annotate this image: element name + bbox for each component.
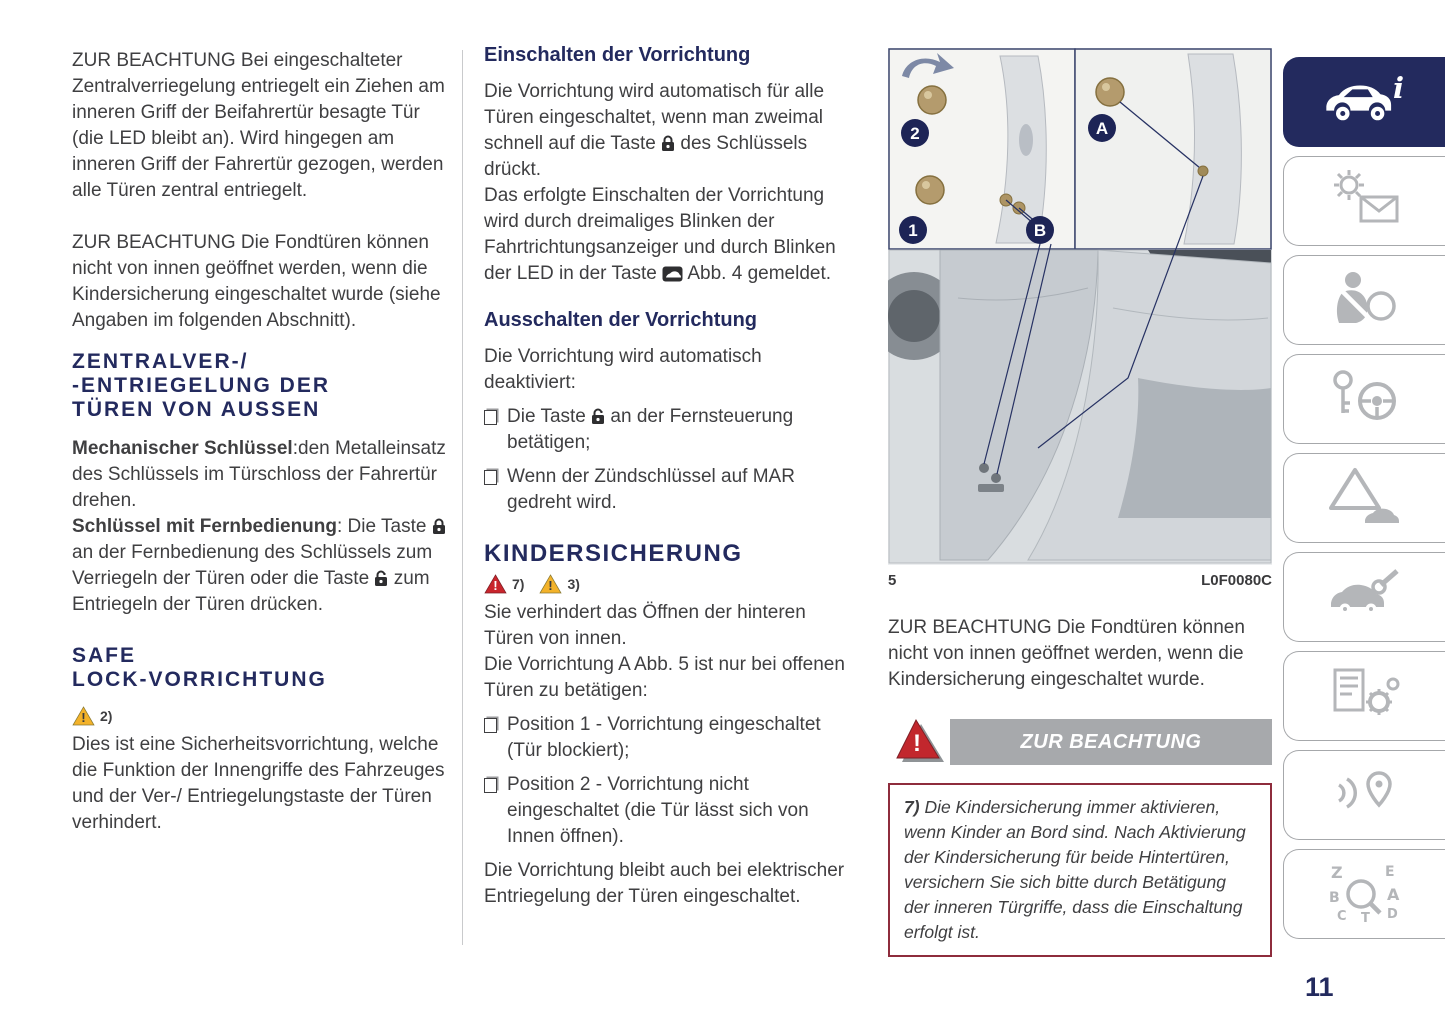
checkbox-bullet xyxy=(484,410,497,425)
sidebar-tab-vehicle-info[interactable] xyxy=(1283,57,1445,147)
section-tab-sidebar xyxy=(1283,57,1445,939)
warning-note-ref: 7) xyxy=(904,797,920,817)
lock-open-icon xyxy=(591,408,605,425)
svg-text:!: ! xyxy=(913,730,921,757)
section-heading-safe-lock xyxy=(72,644,448,692)
child-lock-paragraph-1: Sie verhindert das Öffnen der hinteren Türen von innen. xyxy=(484,602,806,649)
svg-text:!: ! xyxy=(81,710,86,726)
subheading-activation: Einschalten der Vorrichtung xyxy=(484,44,751,66)
deactivation-bullet-2 xyxy=(484,464,858,516)
lock-closed-icon xyxy=(661,135,675,152)
text-run: des Schlüssels drückt. xyxy=(484,133,808,180)
sidebar-tab-emergency[interactable] xyxy=(1283,453,1445,543)
notice-paragraph-1: ZUR BEACHTUNG Bei eingeschalteter Zentralverriegelung entriegelt ein Ziehen am inneren Griff der Beifahrertür besagte Tür (die LED bleibt an). Wird hingegen am inneren Griff der Fahrertür gezogen, werden alle Türen zentral entriegelt. xyxy=(72,50,445,201)
svg-text:T: T xyxy=(1360,910,1370,924)
checkbox-bullet xyxy=(484,470,497,485)
warning-triangle-yellow-icon xyxy=(72,706,95,726)
sidebar-tab-warning-lights[interactable] xyxy=(1283,156,1445,246)
safe-lock-paragraph: Dies ist eine Sicherheitsvorrichtung, welche die Funktion der Innengriffe des Fahrzeuges und der Ver-/ Entriegelungstaste der Türen verhindert. xyxy=(72,734,445,833)
svg-text:A: A xyxy=(1386,884,1399,904)
activation-paragraph-2 xyxy=(484,183,858,287)
sidebar-tab-maintenance[interactable] xyxy=(1283,552,1445,642)
svg-text:!: ! xyxy=(548,578,554,594)
banner-title: ZUR BEACHTUNG xyxy=(1020,730,1202,753)
warning-triangle-yellow-icon xyxy=(539,574,562,594)
car-info-icon xyxy=(1317,71,1413,134)
svg-text:C: C xyxy=(1336,908,1347,924)
sidebar-tab-safety[interactable] xyxy=(1283,255,1445,345)
light-message-icon xyxy=(1323,167,1407,236)
key-steering-wheel-icon xyxy=(1323,365,1407,434)
column-divider xyxy=(462,50,463,945)
svg-text:A: A xyxy=(1095,119,1109,138)
checkbox-bullet xyxy=(484,778,497,793)
warning-triangle-red-icon xyxy=(888,718,950,766)
subheading-deactivation: Ausschalten der Vorrichtung xyxy=(484,309,758,331)
remote-key-paragraph xyxy=(72,514,448,618)
page-number: 11 xyxy=(1305,972,1334,1002)
bullet-text: Position 1 - Vorrichtung eingeschaltet (Tür blockiert); xyxy=(507,714,821,761)
svg-text:!: ! xyxy=(493,578,498,594)
sidebar-tab-technical-data[interactable] xyxy=(1283,651,1445,741)
sidebar-tab-index[interactable] xyxy=(1283,849,1445,939)
bullet-text: Wenn der Zündschlüssel auf MAR gedreht wird. xyxy=(507,466,795,513)
figure-illustration xyxy=(888,48,1272,565)
bullet-text xyxy=(507,404,858,456)
airbag-seatbelt-icon xyxy=(1323,266,1407,335)
banner-title-bar xyxy=(950,719,1272,765)
child-lock-paragraph-2: Die Vorrichtung A Abb. 5 ist nur bei offenen Türen zu betätigen: xyxy=(484,654,845,701)
door-lock-button-icon xyxy=(662,266,683,282)
warning-ref-number: 7) xyxy=(512,576,525,592)
svg-text:B: B xyxy=(1033,221,1047,240)
navigation-media-icon xyxy=(1323,761,1407,830)
heading-line-2: LOCK-VORRICHTUNG xyxy=(72,668,327,691)
car-warning-triangle-icon xyxy=(1323,464,1407,533)
figure-caption xyxy=(888,572,1272,589)
callout-2 xyxy=(901,119,929,147)
warning-ref-number: 2) xyxy=(100,708,113,724)
mechanical-key-label: Mechanischer Schlüssel xyxy=(72,438,293,459)
svg-text:i: i xyxy=(1392,70,1404,105)
warning-note-text: Die Kindersicherung immer aktivieren, wenn Kinder an Bord sind. Nach Aktivierung der Kindersicherung für beide Hintertüren, versichern Sie sich bitte durch Betätigung der inneren Türgriffe, dass die Einschaltung erfolgt ist. xyxy=(904,797,1246,942)
figure-code: L0F0080C xyxy=(1201,572,1272,589)
child-lock-paragraph-3: Die Vorrichtung bleibt auch bei elektrischer Entriegelung der Türen eingeschaltet. xyxy=(484,860,845,907)
heading-line-2: -ENTRIEGELUNG DER xyxy=(72,374,331,397)
bullet-text: Position 2 - Vorrichtung nicht eingeschaltet (die Tür lässt sich von Innen öffnen). xyxy=(507,774,809,847)
svg-text:B: B xyxy=(1328,889,1340,906)
notice-paragraph-2: ZUR BEACHTUNG Die Fondtüren können nicht von innen geöffnet werden, wenn die Kindersicherung eingeschaltet wurde (siehe Angaben im folgenden Abschnitt). xyxy=(72,232,441,331)
svg-text:E: E xyxy=(1384,863,1395,880)
figure-number: 5 xyxy=(888,572,897,589)
deactivation-bullet-1 xyxy=(484,404,858,456)
heading-line-3: TÜREN VON AUSSEN xyxy=(72,398,321,421)
text-run: an der Fernsteuerung betätigen; xyxy=(507,406,794,453)
svg-text:D: D xyxy=(1386,906,1398,922)
text-run: Die Taste xyxy=(507,406,586,427)
heading-line-1: ZENTRALVER-/ xyxy=(72,350,249,373)
checkbox-bullet xyxy=(484,718,497,733)
svg-text:2: 2 xyxy=(910,124,920,143)
heading-child-lock: KINDERSICHERUNG xyxy=(484,540,743,567)
svg-text:Z: Z xyxy=(1330,862,1343,882)
callout-1 xyxy=(899,216,927,244)
remote-key-text-2: an der Fernbedienung des Schlüssels zum Verriegeln der Türen oder die Taste xyxy=(72,542,433,589)
callout-A xyxy=(1088,114,1116,142)
remote-key-text-3: zum Entriegeln der Türen drücken. xyxy=(72,568,430,615)
remote-key-text-1: : Die Taste xyxy=(337,516,427,537)
alphabetical-index-icon xyxy=(1323,860,1407,929)
figure-5 xyxy=(888,48,1272,589)
heading-line-1: SAFE xyxy=(72,644,137,667)
lock-open-icon xyxy=(374,570,388,587)
warning-reference-row xyxy=(484,574,858,594)
car-wrench-icon xyxy=(1323,563,1407,632)
notice-paragraph-right: ZUR BEACHTUNG Die Fondtüren können nicht von innen geöffnet werden, wenn die Kindersicherung eingeschaltet wurde. xyxy=(888,617,1245,690)
mechanical-key-paragraph xyxy=(72,436,448,514)
right-column xyxy=(888,48,1272,957)
mechanical-key-text: :den Metalleinsatz des Schlüssels im Türschloss der Fahrertür drehen. xyxy=(72,438,446,511)
text-run: Die Vorrichtung wird automatisch für alle Türen eingeschaltet, wenn man zweimal schnell auf die Taste xyxy=(484,81,825,154)
svg-text:1: 1 xyxy=(908,221,918,240)
warning-reference-row xyxy=(72,706,448,726)
text-run: Abb. 4 gemeldet. xyxy=(687,263,832,284)
child-lock-bullet-1 xyxy=(484,712,858,764)
remote-key-label: Schlüssel mit Fernbedienung xyxy=(72,516,337,537)
activation-paragraph-1 xyxy=(484,79,858,183)
text-run: Das erfolgte Einschalten der Vorrichtung wird durch dreimaliges Blinken der Fahrtrichtungsanzeiger und durch Blinken der LED in der Taste xyxy=(484,185,836,284)
sidebar-tab-starting-driving[interactable] xyxy=(1283,354,1445,444)
warning-triangle-red-icon xyxy=(484,574,507,594)
warning-ref-number: 3) xyxy=(567,576,580,592)
attention-banner xyxy=(888,717,1272,767)
document-gear-icon xyxy=(1323,662,1407,731)
sidebar-tab-multimedia[interactable] xyxy=(1283,750,1445,840)
section-heading-central-unlocking xyxy=(72,350,448,422)
left-column xyxy=(72,48,448,836)
child-lock-bullet-2 xyxy=(484,772,858,850)
deactivation-intro: Die Vorrichtung wird automatisch deaktiviert: xyxy=(484,346,762,393)
callout-B xyxy=(1026,216,1054,244)
lock-closed-icon xyxy=(432,518,446,535)
warning-note-box xyxy=(888,783,1272,957)
middle-column xyxy=(484,44,858,910)
